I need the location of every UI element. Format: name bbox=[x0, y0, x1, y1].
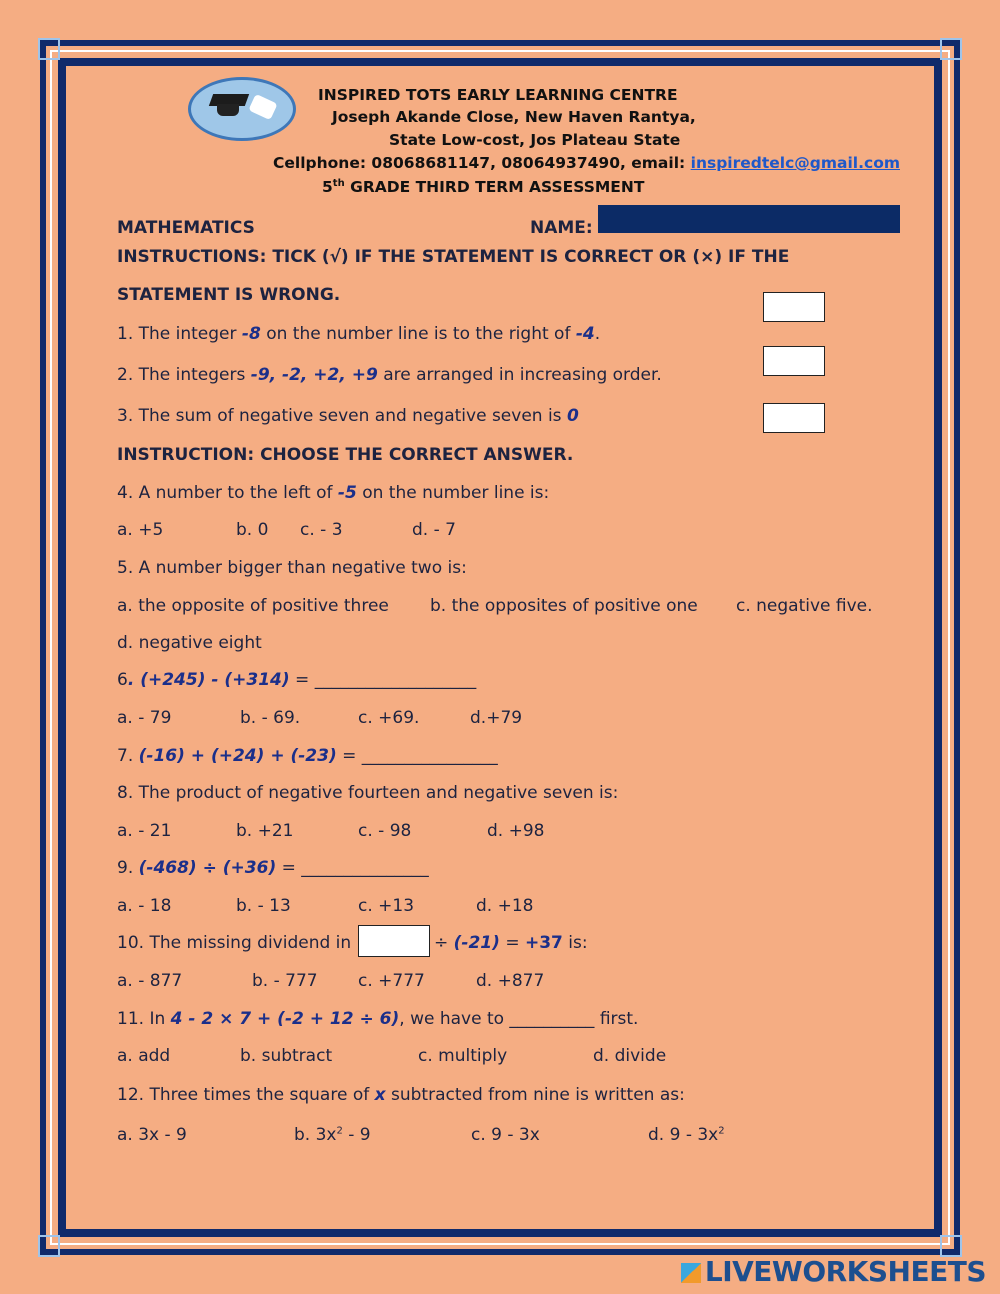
diploma-icon bbox=[248, 94, 277, 120]
question-6: 6. (+245) - (+314) = ___________________ bbox=[117, 670, 477, 690]
assessment-title: 5th GRADE THIRD TERM ASSESSMENT bbox=[322, 178, 645, 197]
corner-ornament bbox=[940, 38, 962, 60]
q9-option-d[interactable]: d. +18 bbox=[476, 896, 534, 916]
q10-option-a[interactable]: a. - 877 bbox=[117, 971, 183, 991]
q12-option-c[interactable]: c. 9 - 3x bbox=[471, 1125, 540, 1145]
q4-option-b[interactable]: b. 0 bbox=[236, 520, 269, 540]
q4-option-d[interactable]: d. - 7 bbox=[412, 520, 456, 540]
q12-option-b[interactable]: b. $3x^2 - 9$ bbox=[294, 1125, 371, 1145]
q8-option-b[interactable]: b. +21 bbox=[236, 821, 294, 841]
address-line-2: State Low-cost, Jos Plateau State bbox=[389, 131, 681, 149]
q4-option-c[interactable]: c. - 3 bbox=[300, 520, 343, 540]
email-link[interactable]: inspiredtelc@gmail.com bbox=[690, 154, 900, 172]
school-name: INSPIRED TOTS EARLY LEARNING CENTRE bbox=[318, 86, 678, 104]
q12-option-d[interactable]: d. $9 - 3x^2$ bbox=[648, 1125, 725, 1145]
corner-ornament bbox=[38, 1235, 60, 1257]
question-12: 12. Three times the square of x subtracted from nine is written as: bbox=[117, 1085, 685, 1105]
q6-option-b[interactable]: b. - 69. bbox=[240, 708, 301, 728]
q9-option-c[interactable]: c. +13 bbox=[358, 896, 415, 916]
question-2: 2. The integers -9, -2, +2, +9 are arranged in increasing order. bbox=[117, 365, 662, 385]
q10-option-d[interactable]: d. +877 bbox=[476, 971, 545, 991]
q12-option-a[interactable]: a. 3x - 9 bbox=[117, 1125, 187, 1145]
q6-option-c[interactable]: c. +69. bbox=[358, 708, 420, 728]
question-11: 11. In 4 - 2 × 7 + (-2 + 12 ÷ 6), we have to __________ first. bbox=[117, 1009, 639, 1029]
question-3: 3. The sum of negative seven and negative seven is 0 bbox=[117, 406, 579, 426]
instruction-choose: INSTRUCTION: CHOOSE THE CORRECT ANSWER. bbox=[117, 445, 574, 465]
q5-option-b[interactable]: b. the opposites of positive one bbox=[430, 596, 698, 616]
question-9: 9. (-468) ÷ (+36) = _______________ bbox=[117, 858, 429, 878]
q10-option-c[interactable]: c. +777 bbox=[358, 971, 425, 991]
question-1: 1. The integer -8 on the number line is to the right of -4. bbox=[117, 324, 601, 344]
school-logo bbox=[188, 77, 296, 141]
answer-box-q10[interactable] bbox=[358, 925, 430, 957]
address-line-1: Joseph Akande Close, New Haven Rantya, bbox=[332, 108, 696, 126]
q10-option-b[interactable]: b. - 777 bbox=[252, 971, 318, 991]
question-7: 7. (-16) + (+24) + (-23) = ________________ bbox=[117, 746, 498, 766]
q5-option-a[interactable]: a. the opposite of positive three bbox=[117, 596, 389, 616]
subject-label: MATHEMATICS bbox=[117, 218, 255, 238]
answer-box-q3[interactable] bbox=[763, 403, 825, 433]
q8-option-a[interactable]: a. - 21 bbox=[117, 821, 172, 841]
question-5: 5. A number bigger than negative two is: bbox=[117, 558, 467, 578]
liveworksheets-logo[interactable]: LIVEWORKSHEETS bbox=[681, 1255, 986, 1288]
question-8: 8. The product of negative fourteen and negative seven is: bbox=[117, 783, 619, 803]
q11-option-a[interactable]: a. add bbox=[117, 1046, 171, 1066]
question-4: 4. A number to the left of -5 on the number line is: bbox=[117, 483, 550, 503]
q8-option-c[interactable]: c. - 98 bbox=[358, 821, 412, 841]
answer-box-q2[interactable] bbox=[763, 346, 825, 376]
q6-option-a[interactable]: a. - 79 bbox=[117, 708, 172, 728]
answer-box-q1[interactable] bbox=[763, 292, 825, 322]
instruction-tick-line2: STATEMENT IS WRONG. bbox=[117, 285, 341, 305]
corner-ornament bbox=[940, 1235, 962, 1257]
contact-line bbox=[273, 154, 900, 172]
name-label: NAME: bbox=[530, 218, 593, 238]
q5-option-c[interactable]: c. negative five. bbox=[736, 596, 873, 616]
q8-option-d[interactable]: d. +98 bbox=[487, 821, 545, 841]
q11-option-c[interactable]: c. multiply bbox=[418, 1046, 508, 1066]
q11-option-b[interactable]: b. subtract bbox=[240, 1046, 333, 1066]
q4-option-a[interactable]: a. +5 bbox=[117, 520, 164, 540]
corner-ornament bbox=[38, 38, 60, 60]
liveworksheets-icon bbox=[681, 1263, 701, 1283]
phone-text: Cellphone: 08068681147, 08064937490, email: bbox=[273, 154, 686, 172]
q9-option-a[interactable]: a. - 18 bbox=[117, 896, 172, 916]
question-10-rest: ÷ (-21) = +37 is: bbox=[434, 933, 588, 953]
q6-option-d[interactable]: d.+79 bbox=[470, 708, 523, 728]
q11-option-d[interactable]: d. divide bbox=[593, 1046, 667, 1066]
instruction-tick-line1: INSTRUCTIONS: TICK (√) IF THE STATEMENT IS CORRECT OR (×) IF THE bbox=[117, 247, 790, 267]
question-10: 10. The missing dividend in bbox=[117, 933, 352, 953]
q9-option-b[interactable]: b. - 13 bbox=[236, 896, 291, 916]
q5-option-d[interactable]: d. negative eight bbox=[117, 633, 262, 653]
name-input[interactable] bbox=[598, 205, 900, 233]
